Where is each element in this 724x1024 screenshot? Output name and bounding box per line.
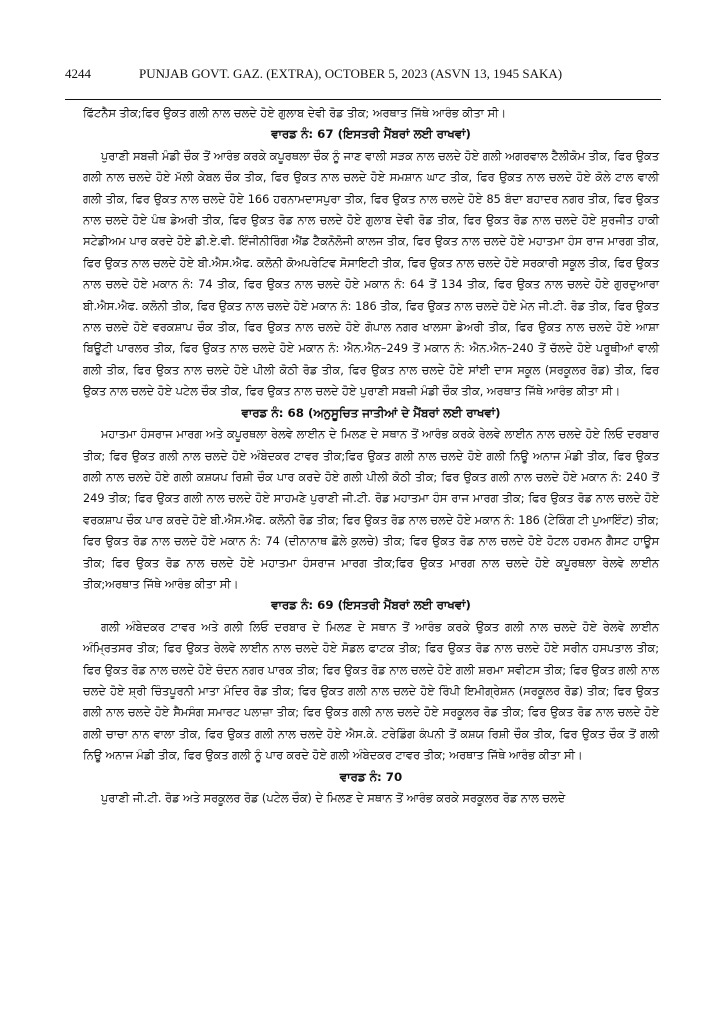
- ward-68-heading: ਵਾਰਡ ਨੰ: 68 (ਅਨੁਸੂਚਿਤ ਜਾਤੀਆਂ ਦੇ ਮੈਂਬਰਾਂ ਲਈ ਰਾਖਵਾਂ): [241, 405, 501, 420]
- header-rule: [65, 99, 661, 100]
- page-header: [65, 66, 661, 88]
- gazette-title: PUNJAB GOVT. GAZ. (EXTRA), OCTOBER 5, 2023 (ASVN 13, 1945 SAKA): [139, 66, 563, 81]
- continuation-paragraph: ਫਿੱਟਨੈਸ ਤੀਕ;ਫਿਰ ਉਕਤ ਗਲੀ ਨਾਲ ਚਲਦੇ ਹੋਏ ਗੁਲਾਬ ਦੇਵੀ ਰੋਡ ਤੀਕ; ਅਰਥਾਤ ਜਿੱਥੇ ਆਰੰਭ ਕੀਤਾ ਸੀ।: [83, 107, 507, 120]
- page-number: 4244: [65, 66, 91, 81]
- ward-69-heading: ਵਾਰਡ ਨੰ: 69 (ਇਸਤਰੀ ਮੈਂਬਰਾਂ ਲਈ ਰਾਖਵਾਂ): [271, 598, 471, 613]
- ward-70-paragraph: ਪੁਰਾਣੀ ਜੀ.ਟੀ. ਰੋਡ ਅਤੇ ਸਰਕੂਲਰ ਰੋਡ (ਪਟੇਲ ਚੌਕ) ਦੇ ਮਿਲਣ ਦੇ ਸਥਾਨ ਤੋਂ ਆਰੰਭ ਕਰਕੇ ਸਰਕੂਲਰ ਰੋਡ ਨਾਲ ਚਲਦੇ: [101, 792, 566, 805]
- ward-69-paragraph: ਗਲੀ ਅੰਬੇਦਕਰ ਟਾਵਰ ਅਤੇ ਗਲੀ ਲਿਓ ਦਰਬਾਰ ਦੇ ਮਿਲਣ ਦੇ ਸਥਾਨ ਤੋਂ ਆਰੰਭ ਕਰਕੇ ਉਕਤ ਗਲੀ ਨਾਲ ਚਲਦੇ ਹੋਏ ਰੇਲਵੇ ਲਾਈਨ ਅੰਮ੍ਰਿਤਸਰ ਤੀਕ; ਫਿਰ ਉਕਤ ਰੇਲਵੇ ਲਾਈਨ ਨਾਲ ਚਲਦੇ ਹੋਏ ਸੋਡਲ ਫਾਟਕ ਤੀਕ; ਫਿਰ ਉਕਤ ਰੋਡ ਨਾਲ ਚਲਦੇ ਹੋਏ ਸਰੀਨ ਹਸਪਤਾਲ ਤੀਕ; ਫਿਰ ਉਕਤ ਰੋਡ ਨਾਲ ਚਲਦੇ ਹੋਏ ਚੰਦਨ ਨਗਰ ਪਾਰਕ ਤੀਕ; ਫਿਰ ਉਕਤ ਰੋਡ ਨਾਲ ਚਲਦੇ ਹੋਏ ਗਲੀ ਸ਼ਰਮਾ ਸਵੀਟਸ ਤੀਕ; ਫਿਰ ਉਕਤ ਗਲੀ ਨਾਲ ਚਲਦੇ ਹੋਏ ਸ਼੍ਰੀ ਚਿੰਤਪੂਰਨੀ ਮਾਤਾ ਮੰਦਿਰ ਰੋਡ ਤੀਕ; ਫਿਰ ਉਕਤ ਗਲੀ ਨਾਲ ਚਲਦੇ ਹੋਏ ਰਿੰਪੀ ਇਮੀਗ੍ਰੇਸ਼ਨ (ਸਰਕੂਲਰ ਰੋਡ) ਤੀਕ; ਫਿਰ ਉਕਤ ਗਲੀ ਨਾਲ ਚਲਦੇ ਹੋਏ ਸੈਮਸੰਗ ਸਮਾਰਟ ਪਲਾਜ਼ਾ ਤੀਕ; ਫਿਰ ਉਕਤ ਗਲੀ ਨਾਲ ਚਲਦੇ ਹੋਏ ਸਰਕੂਲਰ ਰੋਡ ਤੀਕ; ਫਿਰ ਉਕਤ ਰੋਡ ਨਾਲ ਚਲਦੇ ਹੋਏ ਗਲੀ ਚਾਚਾ ਨਾਨ ਵਾਲਾ ਤੀਕ, ਫਿਰ ਉਕਤ ਗਲੀ ਨਾਲ ਚਲਦੇ ਹੋਏ ਐਸ.ਕੇ. ਟਰੇਡਿੰਗ ਕੰਪਨੀ ਤੋਂ ਕਸ਼ਯ ਰਿਸ਼ੀ ਚੌਕ ਤੀਕ, ਫਿਰ ਉਕਤ ਚੌਕ ਤੋਂ ਗਲੀ ਨਿਊ ਅਨਾਜ ਮੰਡੀ ਤੀਕ, ਫਿਰ ਉਕਤ ਗਲੀ ਨੂੰ ਪਾਰ ਕਰਦੇ ਹੋਏ ਗਲੀ ਅੰਬੇਦਕਰ ਟਾਵਰ ਤੀਕ; ਅਰਥਾਤ ਜਿੱਥੇ ਆਰੰਭ ਕੀਤਾ ਸੀ।: [83, 620, 660, 763]
- ward-67-paragraph: ਪੁਰਾਣੀ ਸਬਜ਼ੀ ਮੰਡੀ ਚੌਕ ਤੋਂ ਆਰੰਭ ਕਰਕੇ ਕਪੂਰਥਲਾ ਚੌਕ ਨੂੰ ਜਾਣ ਵਾਲੀ ਸੜਕ ਨਾਲ ਚਲਦੇ ਹੋਏ ਗਲੀ ਅਗਰਵਾਲ ਟੈਲੀਕੋਮ ਤੀਕ, ਫਿਰ ਉਕਤ ਗਲੀ ਨਾਲ ਚਲਦੇ ਹੋਏ ਮੱਲੀ ਕੇਬਲ ਚੌਕ ਤੀਕ, ਫਿਰ ਉਕਤ ਨਾਲ ਚਲਦੇ ਹੋਏ ਸਮਸ਼ਾਨ ਘਾਟ ਤੀਕ, ਫਿਰ ਉਕਤ ਨਾਲ ਚਲਦੇ ਹੋਏ ਕੋਲੇ ਟਾਲ ਵਾਲੀ ਗਲੀ ਤੀਕ, ਫਿਰ ਉਕਤ ਨਾਲ ਚਲਦੇ ਹੋਏ 166 ਹਰਨਾਮਦਾਸਪੁਰਾ ਤੀਕ, ਫਿਰ ਉਕਤ ਨਾਲ ਚਲਦੇ ਹੋਏ 85 ਬੰਦਾ ਬਹਾਦਰ ਨਗਰ ਤੀਕ, ਫਿਰ ਉਕਤ ਨਾਲ ਚਲਦੇ ਹੋਏ ਪੰਥ ਡੇਅਰੀ ਤੀਕ, ਫਿਰ ਉਕਤ ਰੋਡ ਨਾਲ ਚਲਦੇ ਹੋਏ ਗੁਲਾਬ ਦੇਵੀ ਰੋਡ ਤੀਕ, ਫਿਰ ਉਕਤ ਰੋਡ ਨਾਲ ਚਲਦੇ ਹੋਏ ਸੁਰਜੀਤ ਹਾਕੀ ਸਟੇਡੀਅਮ ਪਾਰ ਕਰਦੇ ਹੋਏ ਡੀ.ਏ.ਵੀ. ਇੰਜੀਨੀਰਿੰਗ ਐਂਡ ਟੈਕਨੋਲੋਜੀ ਕਾਲਜ ਤੀਕ, ਫਿਰ ਉਕਤ ਨਾਲ ਚਲਦੇ ਹੋਏ ਮਹਾਤਮਾ ਹੰਸ ਰਾਜ ਮਾਰਗ ਤੀਕ, ਫਿਰ ਉਕਤ ਨਾਲ ਚਲਦੇ ਹੋਏ ਬੀ.ਐਸ.ਐਫ. ਕਲੋਨੀ ਕੋਅਪਰੇਟਿਵ ਸੋਸਾਇਟੀ ਤੀਕ, ਫਿਰ ਉਕਤ ਨਾਲ ਚਲਦੇ ਹੋਏ ਸਰਕਾਰੀ ਸਕੂਲ ਤੀਕ, ਫਿਰ ਉਕਤ ਨਾਲ ਚਲਦੇ ਹੋਏ ਮਕਾਨ ਨੰ: 74 ਤੀਕ, ਫਿਰ ਉਕਤ ਨਾਲ ਚਲਦੇ ਹੋਏ ਮਕਾਨ ਨੰ: 64 ਤੋਂ 134 ਤੀਕ, ਫਿਰ ਉਕਤ ਨਾਲ ਚਲਦੇ ਹੋਏ ਗੁਰਦੁਆਰਾ ਬੀ.ਐਸ.ਐਫ. ਕਲੋਨੀ ਤੀਕ, ਫਿਰ ਉਕਤ ਨਾਲ ਚਲਦੇ ਹੋਏ ਮਕਾਨ ਨੰ: 186 ਤੀਕ, ਫਿਰ ਉਕਤ ਨਾਲ ਚਲਦੇ ਹੋਏ ਮੇਨ ਜੀ.ਟੀ. ਰੋਡ ਤੀਕ, ਫਿਰ ਉਕਤ ਨਾਲ ਚਲਦੇ ਹੋਏ ਵਰਕਸ਼ਾਪ ਚੌਕ ਤੀਕ, ਫਿਰ ਉਕਤ ਨਾਲ ਚਲਦੇ ਹੋਏ ਗੋਪਾਲ ਨਗਰ ਖਾਲਸਾ ਡੇਅਰੀ ਤੀਕ, ਫਿਰ ਉਕਤ ਨਾਲ ਚਲਦੇ ਹੋਏ ਆਸ਼ਾ ਬਿਊਟੀ ਪਾਰਲਰ ਤੀਕ, ਫਿਰ ਉਕਤ ਨਾਲ ਚਲਦੇ ਹੋਏ ਮਕਾਨ ਨੰ: ਐਨ.ਐਨ–249 ਤੋਂ ਮਕਾਨ ਨੰ: ਐਨ.ਐਨ–240 ਤੋਂ ਚੱਲਦੇ ਹੋਏ ਪਰੂਥੀਆਂ ਵਾਲੀ ਗਲੀ ਤੀਕ, ਫਿਰ ਉਕਤ ਨਾਲ ਚਲਦੇ ਹੋਏ ਪੀਲੀ ਕੋਠੀ ਰੋਡ ਤੀਕ, ਫਿਰ ਉਕਤ ਨਾਲ ਚਲਦੇ ਹੋਏ ਸਾਂਈ ਦਾਸ ਸਕੂਲ (ਸਰਕੂਲਰ ਰੋਡ) ਤੀਕ, ਫਿਰ ਉਕਤ ਨਾਲ ਚਲਦੇ ਹੋਏ ਪਟੇਲ ਚੌਕ ਤੀਕ, ਫਿਰ ਉਕਤ ਨਾਲ ਚਲਦੇ ਹੋਏ ਪੁਰਾਣੀ ਸਬਜ਼ੀ ਮੰਡੀ ਚੌਕ ਤੀਕ, ਅਰਥਾਤ ਜਿੱਥੇ ਆਰੰਭ ਕੀਤਾ ਸੀ।: [83, 149, 659, 399]
- ward-67-heading: ਵਾਰਡ ਨੰ: 67 (ਇਸਤਰੀ ਮੈਂਬਰਾਂ ਲਈ ਰਾਖਵਾਂ): [271, 127, 471, 142]
- document-body: [83, 103, 659, 809]
- ward-68-paragraph: ਮਹਾਤਮਾ ਹੰਸਰਾਜ ਮਾਰਗ ਅਤੇ ਕਪੂਰਥਲਾ ਰੇਲਵੇ ਲਾਈਨ ਦੇ ਮਿਲਣ ਦੇ ਸਥਾਨ ਤੋਂ ਆਰੰਭ ਕਰਕੇ ਰੇਲਵੇ ਲਾਈਨ ਨਾਲ ਚਲਦੇ ਹੋਏ ਲਿਓ ਦਰਬਾਰ ਤੀਕ; ਫਿਰ ਉਕਤ ਗਲੀ ਨਾਲ ਚਲਦੇ ਹੋਏ ਅੰਬੇਦਕਰ ਟਾਵਰ ਤੀਕ;ਫਿਰ ਉਕਤ ਗਲੀ ਨਾਲ ਚਲਦੇ ਹੋਏ ਗਲੀ ਨਿਊ ਅਨਾਜ ਮੰਡੀ ਤੀਕ, ਫਿਰ ਉਕਤ ਗਲੀ ਨਾਲ ਚਲਦੇ ਹੋਏ ਗਲੀ ਕਸ਼ਯਪ ਰਿਸ਼ੀ ਚੌਕ ਪਾਰ ਕਰਦੇ ਹੋਏ ਗਲੀ ਪੀਲੀ ਕੋਠੀ ਤੀਕ; ਫਿਰ ਉਕਤ ਗਲੀ ਨਾਲ ਚਲਦੇ ਹੋਏ ਮਕਾਨ ਨੰ: 240 ਤੋਂ 249 ਤੀਕ; ਫਿਰ ਉਕਤ ਗਲੀ ਨਾਲ ਚਲਦੇ ਹੋਏ ਸਾਹਮਣੇ ਪੁਰਾਣੀ ਜੀ.ਟੀ. ਰੋਡ ਮਹਾਤਮਾ ਹੰਸ ਰਾਜ ਮਾਰਗ ਤੀਕ; ਫਿਰ ਉਕਤ ਰੋਡ ਨਾਲ ਚਲਦੇ ਹੋਏ ਵਰਕਸ਼ਾਪ ਚੌਕ ਪਾਰ ਕਰਦੇ ਹੋਏ ਬੀ.ਐਸ.ਐਫ. ਕਲੋਨੀ ਰੋਡ ਤੀਕ; ਫਿਰ ਉਕਤ ਰੋਡ ਨਾਲ ਚਲਦੇ ਹੋਏ ਮਕਾਨ ਨੰ: 186 (ਟੇਕਿੰਗ ਟੀ ਪੁਆਇੰਟ) ਤੀਕ; ਫਿਰ ਉਕਤ ਰੋਡ ਨਾਲ ਚਲਦੇ ਹੋਏ ਮਕਾਨ ਨੰ: 74 (ਦੀਨਾਨਾਥ ਛੋਲੇ ਕੁਲਚੇ) ਤੀਕ; ਫਿਰ ਉਕਤ ਰੋਡ ਨਾਲ ਚਲਦੇ ਹੋਏ ਹੋਟਲ ਹਰਮਨ ਗੈਸਟ ਹਾਊਸ ਤੀਕ; ਫਿਰ ਉਕਤ ਰੋਡ ਨਾਲ ਚਲਦੇ ਹੋਏ ਮਹਾਤਮਾ ਹੰਸਰਾਜ ਮਾਰਗ ਤੀਕ;ਫਿਰ ਉਕਤ ਮਾਰਗ ਨਾਲ ਚਲਦੇ ਹੋਏ ਕਪੂਰਥਲਾ ਰੇਲਵੇ ਲਾਈਨ ਤੀਕ;ਅਰਥਾਤ ਜਿੱਥੇ ਆਰੰਭ ਕੀਤਾ ਸੀ।: [83, 428, 659, 591]
- ward-70-heading: ਵਾਰਡ ਨੰ: 70: [339, 769, 403, 784]
